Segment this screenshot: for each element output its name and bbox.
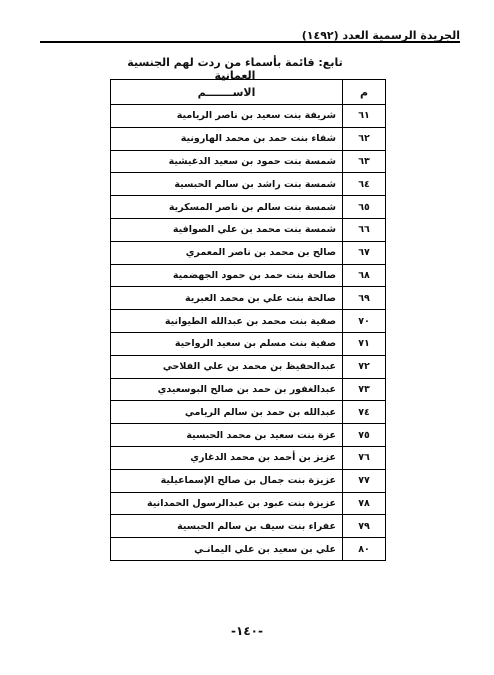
table-row xyxy=(111,424,386,447)
row-name: عبدالغفور بن حمد بن صالح البوسعيدي xyxy=(111,378,343,401)
table-row xyxy=(111,127,386,150)
row-number: ٧٣ xyxy=(343,378,386,401)
table-row xyxy=(111,310,386,333)
row-name: شفاء بنت حمد بن محمد الهارونية xyxy=(111,127,343,150)
table-row xyxy=(111,378,386,401)
table-body xyxy=(111,105,386,561)
row-name: عزيزة بنت عبود بن عبدالرسول الحمدانية xyxy=(111,492,343,515)
row-name: عبدالله بن حمد بن سالم الريامي xyxy=(111,401,343,424)
row-number: ٧٤ xyxy=(343,401,386,424)
row-name: شمسة بنت راشد بن سالم الحبسية xyxy=(111,173,343,196)
row-number: ٦٦ xyxy=(343,218,386,241)
row-number: ٧١ xyxy=(343,332,386,355)
table-row xyxy=(111,264,386,287)
row-name: صالحة بنت حمد بن حمود الجهضمية xyxy=(111,264,343,287)
row-name: عبدالحفيظ بن محمد بن علي الفلاحي xyxy=(111,355,343,378)
names-table xyxy=(110,79,386,561)
row-number: ٨٠ xyxy=(343,538,386,561)
row-number: ٦١ xyxy=(343,105,386,128)
table-row xyxy=(111,150,386,173)
table-row xyxy=(111,332,386,355)
row-number: ٧٢ xyxy=(343,355,386,378)
table-row xyxy=(111,196,386,219)
row-name: عزيزة بنت جمال بن صالح الإسماعيلية xyxy=(111,469,343,492)
header-rule xyxy=(40,41,460,43)
table-row xyxy=(111,515,386,538)
row-number: ٦٥ xyxy=(343,196,386,219)
row-number: ٧٧ xyxy=(343,469,386,492)
row-name: عزة بنت سعيد بن محمد الحبسية xyxy=(111,424,343,447)
table-row xyxy=(111,469,386,492)
column-header-number: م xyxy=(343,80,386,105)
table-row xyxy=(111,355,386,378)
row-name: صفية بنت مسلم بن سعيد الرواحية xyxy=(111,332,343,355)
row-number: ٦٣ xyxy=(343,150,386,173)
table-row xyxy=(111,241,386,264)
row-number: ٦٧ xyxy=(343,241,386,264)
table-row xyxy=(111,218,386,241)
row-number: ٦٩ xyxy=(343,287,386,310)
row-number: ٦٨ xyxy=(343,264,386,287)
row-number: ٧٨ xyxy=(343,492,386,515)
gazette-header xyxy=(40,20,460,42)
row-number: ٧٦ xyxy=(343,446,386,469)
row-name: شمسة بنت سالم بن ناصر المسكرية xyxy=(111,196,343,219)
row-number: ٦٢ xyxy=(343,127,386,150)
table-row xyxy=(111,173,386,196)
page-number: -١٤٠- xyxy=(231,624,263,638)
table-row xyxy=(111,446,386,469)
table-row xyxy=(111,401,386,424)
row-name: علي بن سعيد بن علي اليمانـي xyxy=(111,538,343,561)
row-name: شمسة بنت حمود بن سعيد الدغيشية xyxy=(111,150,343,173)
table-header-row xyxy=(111,80,386,105)
row-name: عزيز بن أحمد بن محمد الدغاري xyxy=(111,446,343,469)
row-number: ٧٩ xyxy=(343,515,386,538)
row-name: شمسة بنت محمد بن علي الصوافية xyxy=(111,218,343,241)
row-name: صالحة بنت علي بن محمد العبرية xyxy=(111,287,343,310)
row-number: ٧٥ xyxy=(343,424,386,447)
gazette-title: الجريدة الرسمية العدد (١٤٩٢) xyxy=(301,29,460,42)
column-header-name: الاســـــــم xyxy=(111,80,343,105)
row-name: شريفة بنت سعيد بن ناصر الريامية xyxy=(111,105,343,128)
table-row xyxy=(111,492,386,515)
table-row xyxy=(111,538,386,561)
row-name: عفراء بنت سيف بن سالم الحبسية xyxy=(111,515,343,538)
row-name: صفية بنت محمد بن عبدالله الطيوانية xyxy=(111,310,343,333)
table-row xyxy=(111,287,386,310)
row-number: ٧٠ xyxy=(343,310,386,333)
row-number: ٦٤ xyxy=(343,173,386,196)
list-caption: تابع: قائمة بأسماء من ردت لهم الجنسية العمانية xyxy=(127,56,343,82)
table-row xyxy=(111,105,386,128)
row-name: صالح بن محمد بن ناصر المعمري xyxy=(111,241,343,264)
